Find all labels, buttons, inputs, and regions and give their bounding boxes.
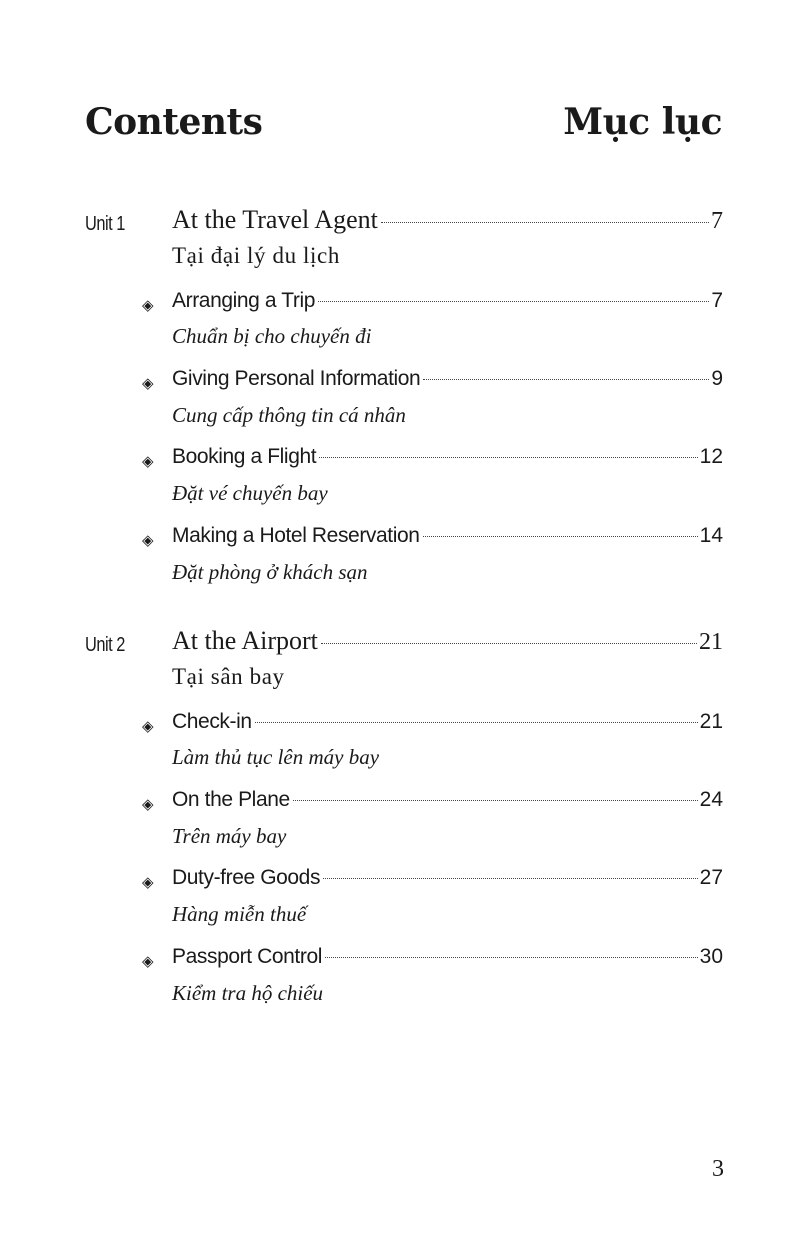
section-subtitle: Trên máy bay xyxy=(172,824,287,848)
toc-entry-section[interactable] xyxy=(172,788,723,812)
contents-heading: Contents xyxy=(85,101,263,143)
page-ref: 9 xyxy=(711,367,723,390)
diamond-dot-icon: ◈ xyxy=(142,296,154,314)
unit-title: At the Travel Agent xyxy=(172,205,378,234)
dot-leader xyxy=(293,800,698,801)
dot-leader xyxy=(318,301,709,302)
toc-entry-unit[interactable] xyxy=(172,626,723,656)
section-title: Booking a Flight xyxy=(172,445,317,468)
page-ref: 21 xyxy=(699,629,723,655)
toc-entry-section[interactable] xyxy=(172,445,723,469)
section-subtitle: Cung cấp thông tin cá nhân xyxy=(172,403,406,427)
toc-entry-section[interactable] xyxy=(172,945,723,969)
section-subtitle: Đặt phòng ở khách sạn xyxy=(172,560,368,584)
unit-title: At the Airport xyxy=(172,626,318,655)
section-subtitle: Kiểm tra hộ chiếu xyxy=(172,981,324,1005)
section-subtitle: Làm thủ tục lên máy bay xyxy=(172,745,380,769)
diamond-dot-icon: ◈ xyxy=(142,452,154,470)
unit-subtitle: Tại sân bay xyxy=(172,664,285,689)
section-title: Passport Control xyxy=(172,945,323,968)
toc-entry-section[interactable] xyxy=(172,524,723,548)
muc-luc-heading: Mục lục xyxy=(563,101,722,143)
section-subtitle: Hàng miễn thuế xyxy=(172,902,307,926)
page-ref: 7 xyxy=(711,289,723,312)
section-subtitle: Đặt vé chuyến bay xyxy=(172,481,328,505)
page-ref: 21 xyxy=(699,710,723,733)
page-ref: 12 xyxy=(699,445,723,468)
unit-label: Unit 1 xyxy=(85,213,125,235)
page-number: 3 xyxy=(712,1156,724,1182)
diamond-dot-icon: ◈ xyxy=(142,374,154,392)
toc-entry-section[interactable] xyxy=(172,710,723,734)
dot-leader xyxy=(321,643,697,644)
dot-leader xyxy=(319,457,697,458)
dot-leader xyxy=(423,379,709,380)
dot-leader xyxy=(325,957,698,958)
section-title: Check-in xyxy=(172,710,252,733)
section-title: Duty-free Goods xyxy=(172,866,321,889)
page-ref: 24 xyxy=(699,788,723,811)
unit-label: Unit 2 xyxy=(85,634,125,656)
unit-subtitle: Tại đại lý du lịch xyxy=(172,243,340,268)
section-title: Making a Hotel Reservation xyxy=(172,524,420,547)
toc-entry-section[interactable] xyxy=(172,866,723,890)
section-title: On the Plane xyxy=(172,788,290,811)
page-ref: 14 xyxy=(699,524,723,547)
diamond-dot-icon: ◈ xyxy=(142,531,154,549)
dot-leader xyxy=(381,222,709,223)
toc-entry-section[interactable] xyxy=(172,367,723,391)
page-ref: 27 xyxy=(699,866,723,889)
toc-entry-section[interactable] xyxy=(172,289,723,313)
dot-leader xyxy=(255,722,698,723)
dot-leader xyxy=(323,878,698,879)
page-ref: 30 xyxy=(699,945,723,968)
diamond-dot-icon: ◈ xyxy=(142,873,154,891)
section-title: Arranging a Trip xyxy=(172,289,316,312)
diamond-dot-icon: ◈ xyxy=(142,952,154,970)
section-title: Giving Personal Information xyxy=(172,367,421,390)
section-subtitle: Chuẩn bị cho chuyến đi xyxy=(172,324,372,348)
dot-leader xyxy=(423,536,698,537)
toc-entry-unit[interactable] xyxy=(172,205,723,235)
diamond-dot-icon: ◈ xyxy=(142,795,154,813)
page-ref: 7 xyxy=(711,208,723,234)
diamond-dot-icon: ◈ xyxy=(142,717,154,735)
